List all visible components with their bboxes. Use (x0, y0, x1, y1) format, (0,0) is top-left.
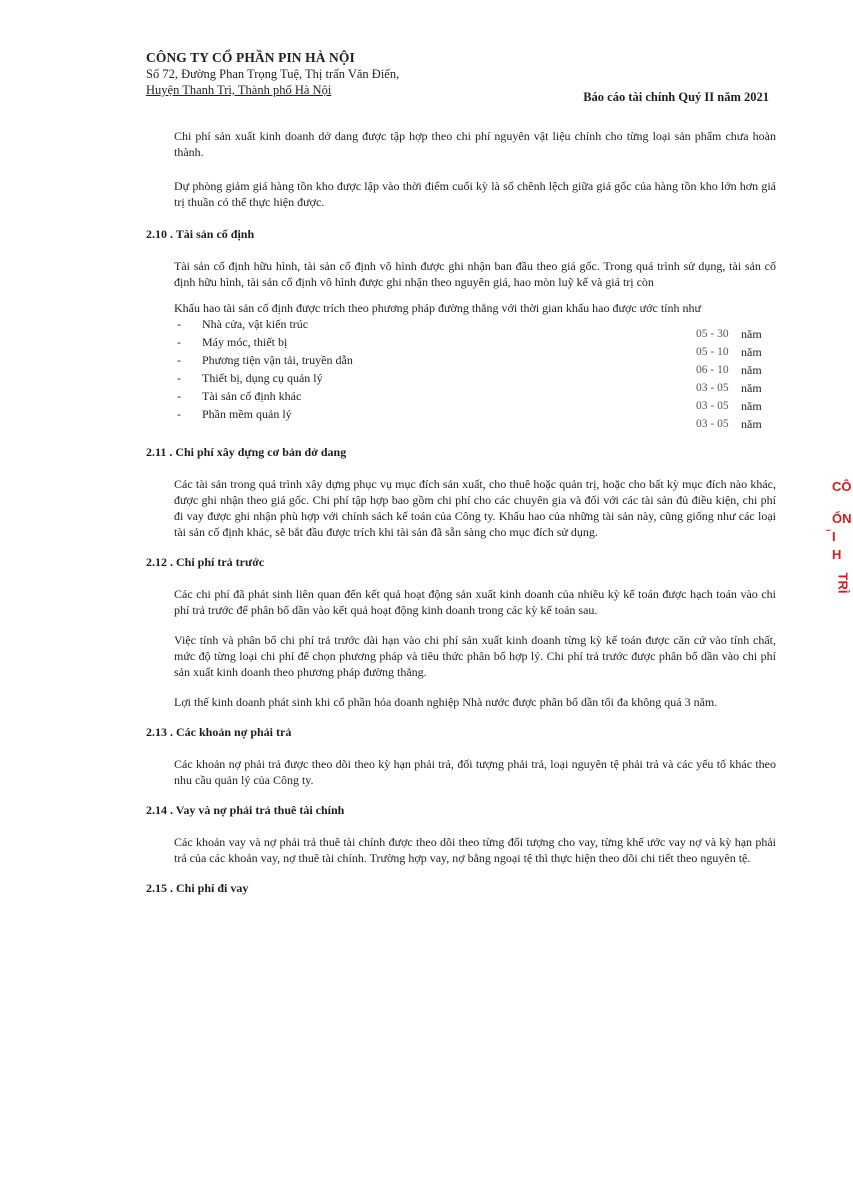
section-2-12-paragraph-2: Việc tính và phân bổ chi phí trả trước dài hạn vào chi phí sản xuất kinh doanh từng kỳ kế toán được căn cứ vào tính chất, mức độ từng loại chi phí để chọn phương pháp và tiêu thức phân bổ hợp lý. Chi phí trả trước được phân bổ dần vào chi phí sản xuất kinh doanh theo phương pháp đường thẳng. (174, 633, 776, 679)
asset-name: Thiết bị, dụng cụ quản lý (202, 371, 323, 385)
section-2-14-paragraph-1: Các khoản vay và nợ phải trả thuê tài chính được theo dõi theo từng đối tượng cho vay, từng khế ước vay nợ và kỳ hạn phải trả của các khoản vay, nợ thuê tài chính. Trường hợp vay, nợ bằng ngoại tệ thì thực hiện theo dõi chi tiết theo nguyên tệ. (174, 835, 776, 865)
list-item (174, 370, 776, 395)
asset-unit: năm (741, 363, 762, 377)
asset-name: Nhà cửa, vật kiến trúc (202, 317, 309, 331)
asset-unit: năm (741, 399, 762, 413)
report-title: Báo cáo tài chính Quý II năm 2021 (583, 90, 769, 104)
asset-unit: năm (741, 345, 762, 359)
list-dash: - (177, 407, 181, 421)
asset-name: Phương tiện vận tải, truyền dẫn (202, 353, 353, 367)
list-item (174, 388, 776, 413)
asset-name: Máy móc, thiết bị (202, 335, 288, 349)
section-heading-2-11: 2.11 . Chi phí xây dựng cơ bản dở dang (146, 445, 347, 459)
asset-name: Tài sản cố định khác (202, 389, 302, 403)
asset-years: 03 - 05 (696, 382, 729, 394)
asset-unit: năm (741, 417, 762, 431)
list-dash: - (177, 371, 181, 385)
section-2-12-paragraph-1: Các chi phí đã phát sinh liên quan đến kết quả hoạt động sản xuất kinh doanh của nhiều kỳ kế toán được hạch toán vào chi phí trả trước để phân bổ dần vào kết quả hoạt động kinh doanh trong các kỳ kế toán sau. (174, 587, 776, 617)
address-line-1: Số 72, Đường Phan Trọng Tuệ, Thị trấn Văn Điển, (146, 67, 400, 81)
list-item (174, 352, 776, 377)
section-2-10-paragraph-1: Tài sản cố định hữu hình, tài sản cố định vô hình được ghi nhận ban đầu theo giá gốc. Trong quá trình sử dụng, tài sản cố định hữu hình, tài sản cố định vô hình được ghi nhận theo nguyên giá, hao mòn luỹ kế và giá trị còn (174, 259, 776, 289)
asset-unit: năm (741, 327, 762, 341)
company-name: CÔNG TY CỔ PHẦN PIN HÀ NỘI (146, 50, 355, 65)
section-heading-2-12: 2.12 . Chi phí trả trước (146, 555, 265, 569)
list-item (174, 316, 776, 341)
section-heading-2-14: 2.14 . Vay và nợ phải trả thuê tài chính (146, 803, 345, 817)
list-dash: - (177, 335, 181, 349)
section-heading-2-10: 2.10 . Tài sản cố định (146, 227, 255, 241)
asset-years: 03 - 05 (696, 418, 729, 430)
list-item (174, 406, 776, 431)
intro-paragraph-2: Dự phòng giảm giá hàng tồn kho được lập vào thời điểm cuối kỳ là số chênh lệch giữa giá gốc của hàng tồn kho lớn hơn giá trị thuần có thể thực hiện được. (174, 179, 776, 209)
asset-years: 03 - 05 (696, 400, 729, 412)
list-dash: - (177, 389, 181, 403)
section-2-11-paragraph-1: Các tài sản trong quá trình xây dựng phục vụ mục đích sản xuất, cho thuê hoặc quản trị, hoặc cho bất kỳ mục đích nào khác, được ghi nhận theo giá gốc. Chi phí tập hợp bao gồm chi phí cho các chuyên gia và đối với các tài sản đủ điều kiện, chi phí đi vay được ghi nhận phù hợp với chính sách kế toán của Công ty. Khấu hao của những tài sản này, cũng giống như các loại tài sản cố định khác, sẽ bắt đầu được trích khi tài sản đã sẵn sàng cho mục đích sử dụng. (174, 477, 776, 539)
section-heading-2-15: 2.15 . Chi phí đi vay (146, 881, 249, 895)
section-2-12-paragraph-3: Lợi thế kinh doanh phát sinh khi cổ phần hóa doanh nghiệp Nhà nước được phân bổ dần tối đa không quá 3 năm. (174, 695, 718, 709)
margin-stamp-fragment (832, 478, 852, 592)
list-dash: - (177, 317, 181, 331)
stamp-text: CÔ (832, 479, 852, 494)
asset-years: 05 - 30 (696, 328, 729, 340)
stamp-text: ̃I (832, 529, 836, 544)
asset-name: Phần mềm quản lý (202, 407, 292, 421)
stamp-text: ỔN (832, 511, 852, 526)
stamp-text: H (832, 547, 842, 562)
address-line-2: Huyện Thanh Trì, Thành phố Hà Nội (146, 83, 332, 97)
asset-unit: năm (741, 381, 762, 395)
asset-years: 05 - 10 (696, 346, 729, 358)
depreciation-list (146, 316, 776, 431)
list-dash: - (177, 353, 181, 367)
section-2-13-paragraph-1: Các khoản nợ phải trả được theo dõi theo kỳ hạn phải trả, đối tượng phải trả, loại nguyên tệ phải trả và các yếu tố khác theo nhu cầu quản lý của Công ty. (174, 757, 776, 787)
stamp-text: TRÌ (835, 572, 851, 594)
list-item (174, 334, 776, 359)
document-body (146, 128, 776, 896)
asset-years: 06 - 10 (696, 364, 729, 376)
section-2-10-paragraph-2: Khấu hao tài sản cố định được trích theo phương pháp đường thẳng với thời gian khấu hao được ước tính như (174, 301, 702, 315)
section-heading-2-13: 2.13 . Các khoản nợ phải trả (146, 725, 292, 739)
intro-paragraph-1: Chi phí sản xuất kinh doanh dở dang được tập hợp theo chi phí nguyên vật liệu chính cho từng loại sản phẩm chưa hoàn thành. (174, 129, 776, 159)
